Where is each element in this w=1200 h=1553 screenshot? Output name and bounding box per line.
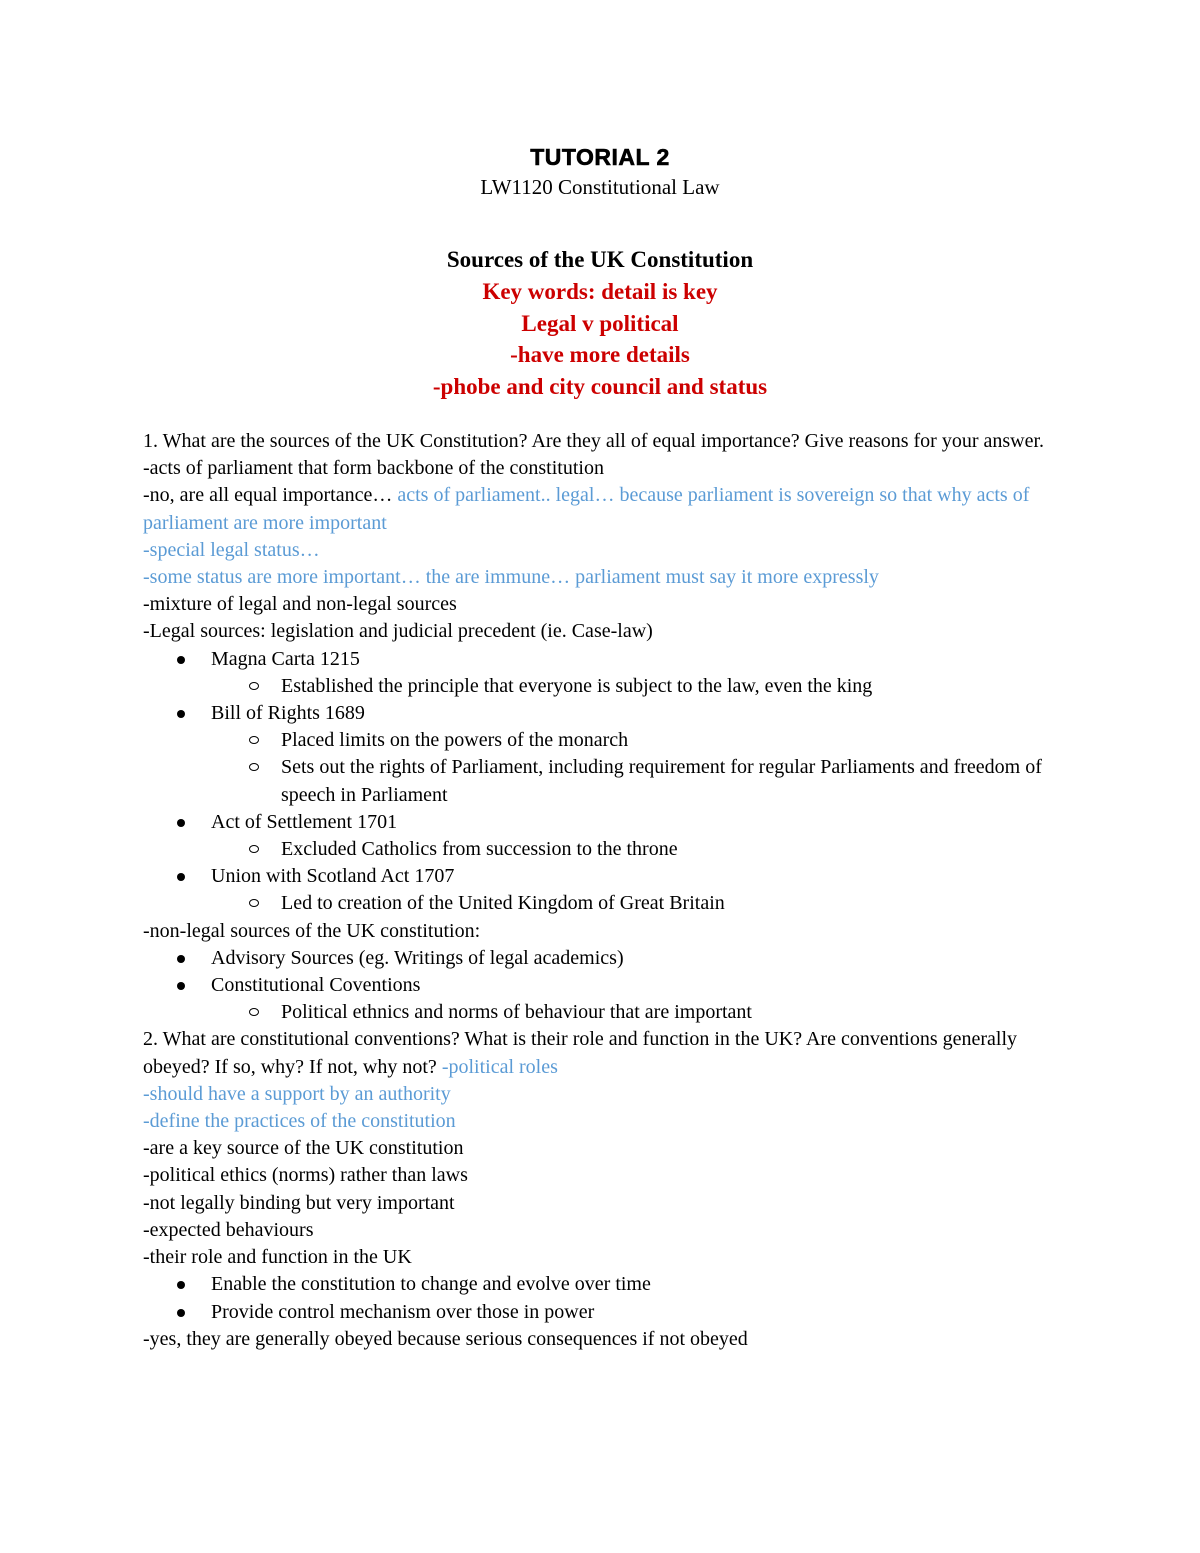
bullet-icon	[177, 1281, 185, 1289]
role-function-list	[143, 1271, 1083, 1325]
legal-sources-list	[143, 646, 1083, 918]
bullet-icon	[177, 982, 185, 990]
circle-bullet-icon	[249, 899, 259, 907]
list-item-label: Act of Settlement 1701	[211, 810, 398, 833]
sub-list-item-label: Political ethnics and norms of behaviour that are important	[281, 1001, 752, 1024]
non-legal-sources-list	[143, 945, 1083, 1027]
document-header	[0, 140, 1200, 402]
sub-list	[211, 836, 1083, 863]
sub-list	[211, 999, 1083, 1026]
bullet-icon	[177, 1309, 185, 1317]
answer-text: -no, are all equal importance…	[143, 484, 398, 507]
question-2-text: 2. What are constitutional conventions? What is their role and function in the UK? Are conventions generally obeyed? If so, why? If not, why not?	[143, 1028, 1018, 1078]
question-2	[143, 1026, 1083, 1080]
key-words-note: Key words: detail is key	[482, 279, 718, 304]
sub-list-item	[281, 673, 1083, 700]
answer-line: -Legal sources: legislation and judicial precedent (ie. Case-law)	[143, 620, 653, 643]
legal-v-political-note: Legal v political	[521, 310, 679, 336]
list-item-label: Magna Carta 1215	[211, 647, 360, 670]
sub-list-item-label: Established the principle that everyone is subject to the law, even the king	[281, 674, 873, 697]
sub-list-item-label: Excluded Catholics from succession to the throne	[281, 838, 678, 861]
bullet-icon	[177, 656, 185, 664]
annotation-line: -should have a support by an authority	[143, 1082, 451, 1105]
list-item-label: Enable the constitution to change and evolve over time	[211, 1273, 651, 1296]
answer-line: -non-legal sources of the UK constitution:	[143, 919, 481, 942]
sub-list	[211, 727, 1083, 809]
annotation-line: -special legal status…	[143, 538, 320, 561]
answer-line	[143, 482, 1083, 536]
circle-bullet-icon	[249, 1008, 259, 1016]
answer-line: -political ethics (norms) rather than laws	[143, 1164, 468, 1187]
answer-line: -expected behaviours	[143, 1218, 314, 1241]
list-item	[211, 809, 1083, 863]
answer-line: -their role and function in the UK	[143, 1246, 412, 1269]
sub-list-item	[281, 754, 1083, 808]
sub-list-item	[281, 999, 1083, 1026]
sub-list	[211, 890, 1083, 917]
answer-line: -yes, they are generally obeyed because serious consequences if not obeyed	[143, 1327, 748, 1350]
sub-list-item-label: Sets out the rights of Parliament, including requirement for regular Parliaments and freedom of speech in Parliament	[281, 756, 1042, 806]
list-item-label: Advisory Sources (eg. Writings of legal academics)	[211, 946, 624, 969]
annotation-line: -define the practices of the constitution	[143, 1110, 456, 1133]
sub-list	[211, 673, 1083, 700]
bullet-icon	[177, 710, 185, 718]
sub-list-item-label: Placed limits on the powers of the monarch	[281, 729, 629, 752]
answer-line: -not legally binding but very important	[143, 1191, 455, 1214]
circle-bullet-icon	[249, 736, 259, 744]
list-item	[211, 863, 1083, 917]
question-1: 1. What are the sources of the UK Constitution? Are they all of equal importance? Give reasons for your answer.	[143, 430, 1045, 452]
list-item	[211, 945, 1083, 972]
list-item	[211, 1299, 1083, 1326]
sub-list-item	[281, 836, 1083, 863]
course-code: LW1120 Constitutional Law	[480, 175, 720, 199]
list-item-label: Provide control mechanism over those in power	[211, 1300, 595, 1323]
annotation-line: -some status are more important… the are immune… parliament must say it more expressly	[143, 566, 879, 589]
list-item-label: Constitutional Coventions	[211, 974, 421, 997]
list-item	[211, 700, 1083, 809]
sub-list-item-label: Led to creation of the United Kingdom of Great Britain	[281, 892, 725, 915]
document-body	[143, 428, 1083, 1353]
list-item-label: Union with Scotland Act 1707	[211, 865, 455, 888]
circle-bullet-icon	[249, 682, 259, 690]
sub-list-item	[281, 727, 1083, 754]
bullet-icon	[177, 819, 185, 827]
sub-list-item	[281, 890, 1083, 917]
list-item	[211, 972, 1083, 1026]
annotation-text: acts of parliament.. legal… because parliament is sovereign so that why acts of parliament are more important	[143, 484, 1030, 534]
answer-line: -are a key source of the UK constitution	[143, 1137, 464, 1160]
circle-bullet-icon	[249, 845, 259, 853]
answer-line: -acts of parliament that form backbone of the constitution	[143, 457, 604, 480]
list-item	[211, 1271, 1083, 1298]
bullet-icon	[177, 955, 185, 963]
page-title: TUTORIAL 2	[530, 144, 670, 170]
more-details-note: -have more details	[510, 342, 690, 367]
list-item	[211, 646, 1083, 700]
section-title: Sources of the UK Constitution	[446, 247, 754, 272]
council-status-note: -phobe and city council and status	[432, 373, 768, 399]
answer-line: -mixture of legal and non-legal sources	[143, 593, 457, 616]
annotation-text: -political roles	[441, 1055, 558, 1078]
list-item-label: Bill of Rights 1689	[211, 702, 365, 725]
circle-bullet-icon	[249, 763, 259, 771]
bullet-icon	[177, 873, 185, 881]
